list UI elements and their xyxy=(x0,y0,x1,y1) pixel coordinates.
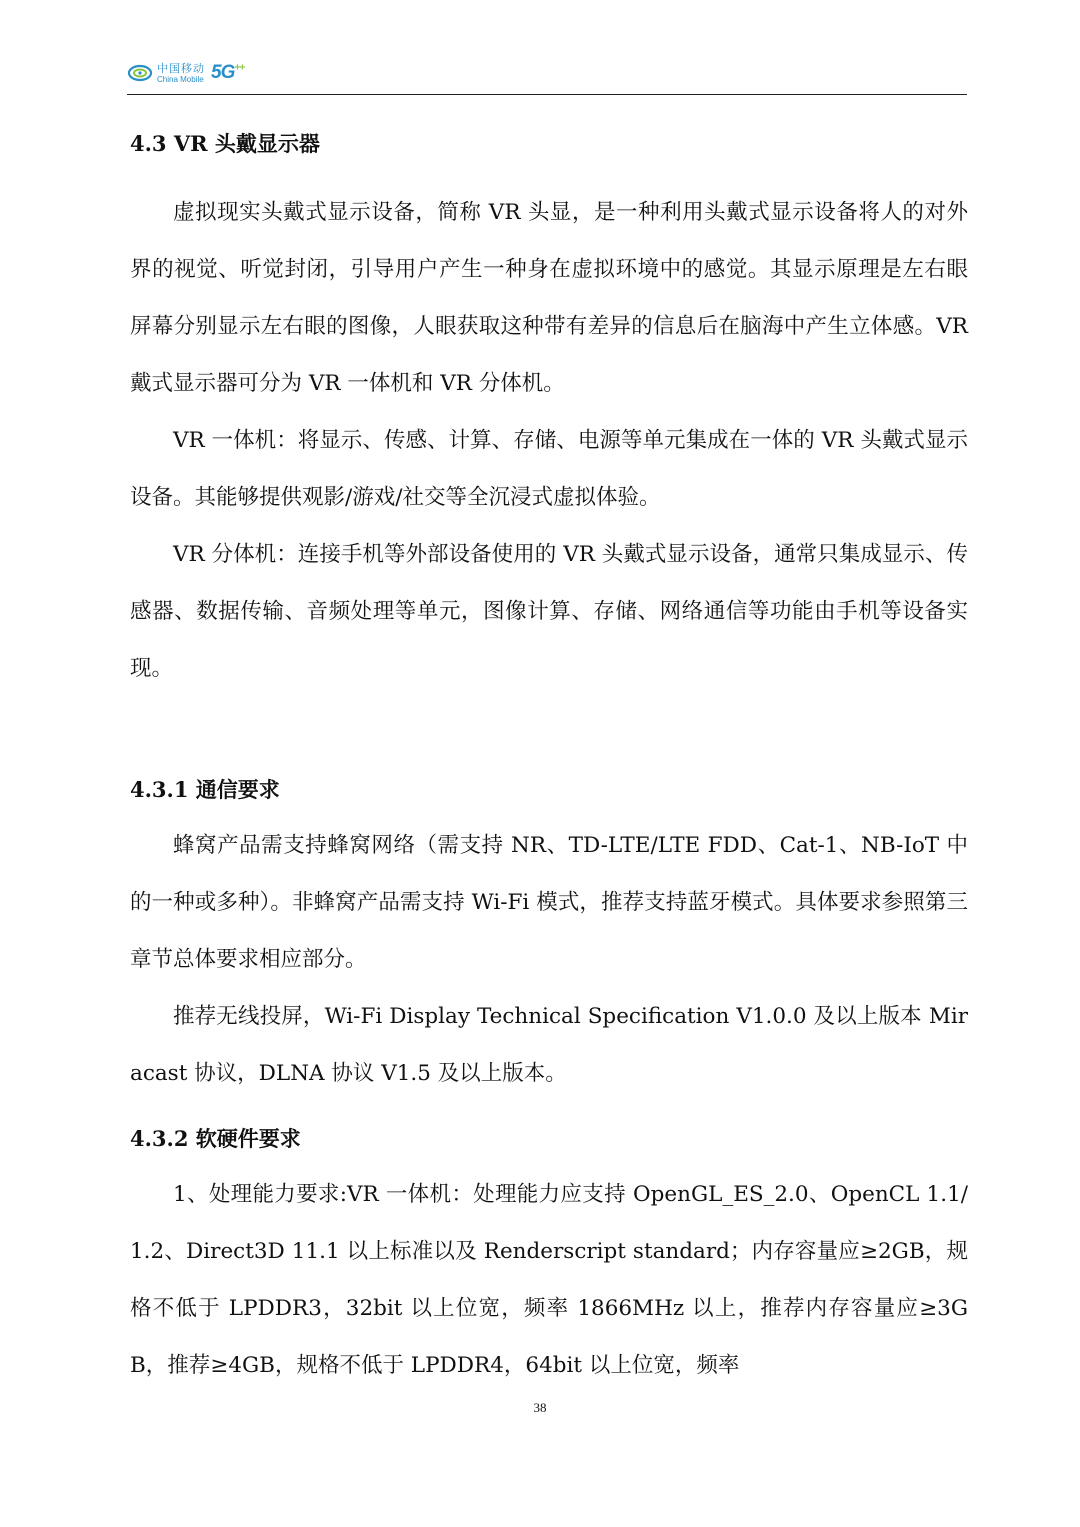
5g-badge xyxy=(211,62,244,84)
5g-label: 5G xyxy=(211,62,235,83)
china-mobile-swirl-icon xyxy=(127,62,153,84)
section-heading-4-3-2: 4.3.2 软硬件要求 xyxy=(130,1126,301,1151)
paragraph-vr-split: VR 分体机：连接手机等外部设备使用的 VR 头戴式显示设备，通常只集成显示、传感器、数据传输、音频处理等单元，图像计算、存储、网络通信等功能由手机等设备实现。 xyxy=(130,542,968,681)
paragraph-wireless-projection: 推荐无线投屏，Wi-Fi Display Technical Specification V1.0.0 及以上版本 Miracast 协议，DLNA 协议 V1.5 及以上版本。 xyxy=(130,1004,968,1086)
brand-name-cn: 中国移动 xyxy=(157,61,205,75)
paragraph-processing-requirements: 1、处理能力要求:VR 一体机：处理能力应支持 OpenGL_ES_2.0、OpenCL 1.1/1.2、Direct3D 11.1 以上标准以及 Renderscript standard；内存容量应≥2GB，规格不低于 LPDDR3，32bit 以上位宽，频率 1866MHz 以上，推荐内存容量应≥3GB，推荐≥4GB，规格不低于 LPDDR4，64bit 以上位宽，频率 xyxy=(130,1182,968,1378)
page-number: 38 xyxy=(533,1400,547,1415)
paragraph-vr-definition: 虚拟现实头戴式显示设备，简称 VR 头显，是一种利用头戴式显示设备将人的对外界的视觉、听觉封闭，引导用户产生一种身在虚拟环境中的感觉。其显示原理是左右眼屏幕分别显示左右眼的图像，人眼获取这种带有差异的信息后在脑海中产生立体感。VR 戴式显示器可分为 VR 一体机和 VR 分体机。 xyxy=(130,200,968,396)
5g-plus-mark: ++ xyxy=(234,62,245,74)
intro-paragraphs xyxy=(130,184,968,697)
paragraph-vr-all-in-one: VR 一体机：将显示、传感、计算、存储、电源等单元集成在一体的 VR 头戴式显示设备。其能够提供观影/游戏/社交等全沉浸式虚拟体验。 xyxy=(130,428,968,510)
communication-paragraphs xyxy=(130,817,968,1102)
brand-name-en: China Mobile xyxy=(157,74,204,84)
page-header xyxy=(127,58,967,96)
china-mobile-logo xyxy=(127,62,244,84)
section-heading-4-3-1: 4.3.1 通信要求 xyxy=(130,777,280,802)
section-heading-4-3: 4.3 VR 头戴显示器 xyxy=(130,131,320,156)
header-rule xyxy=(127,94,967,95)
hardware-paragraphs xyxy=(130,1166,968,1394)
paragraph-cellular-requirements: 蜂窝产品需支持蜂窝网络（需支持 NR、TD-LTE/LTE FDD、Cat-1、NB-IoT 中的一种或多种）。非蜂窝产品需支持 Wi-Fi 模式，推荐支持蓝牙模式。具体要求参照第三章节总体要求相应部分。 xyxy=(130,833,968,972)
